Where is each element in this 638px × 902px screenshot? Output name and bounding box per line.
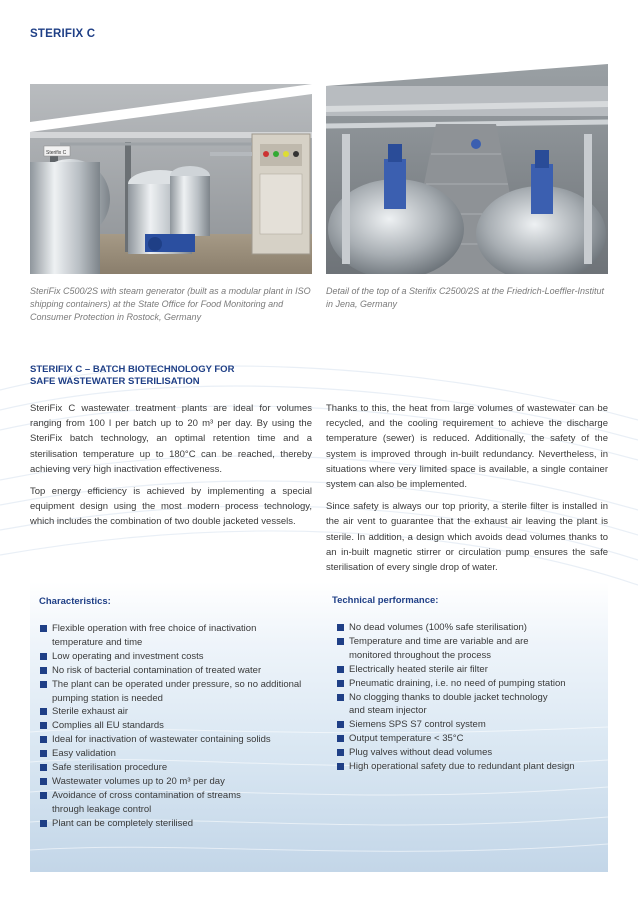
list-item: [337, 718, 597, 732]
square-bullet-icon: [337, 638, 344, 645]
square-bullet-icon: [40, 764, 47, 771]
list-item-text: Wastewater volumes up to 20 m³ per day: [52, 775, 225, 787]
list-item: [40, 747, 310, 761]
section-heading-line2: SAFE WASTEWATER STERILISATION: [30, 376, 200, 387]
list-item-text: Electrically heated sterile air filter: [349, 663, 488, 675]
list-item: [337, 746, 597, 760]
body-column-left: [30, 401, 312, 537]
list-item: [337, 621, 597, 635]
performance-heading: Technical performance:: [332, 595, 439, 606]
list-item: [337, 635, 597, 663]
list-item-text: Plant can be completely sterilised: [52, 817, 193, 829]
square-bullet-icon: [40, 736, 47, 743]
list-item-text: temperature and time: [52, 636, 143, 648]
list-item-text: Output temperature < 35°C: [349, 733, 464, 745]
list-item: [337, 663, 597, 677]
list-item-text: Complies all EU standards: [52, 720, 164, 732]
list-item-text: Ideal for inactivation of wastewater containing solids: [52, 734, 271, 746]
list-item: [40, 705, 310, 719]
body-paragraph: Since safety is always our top priority, a sterile filter is installed in the air vent to guarantee that the exhaust air leaving the plant is sterile. In addition, a design which avoids dead volumes thanks to an in-built magnetic stirrer or circulation pump ensures the safe sterilisation of every single drop of water.: [326, 501, 608, 574]
list-item-text: Sterile exhaust air: [52, 706, 129, 718]
square-bullet-icon: [40, 708, 47, 715]
list-item-text: Pneumatic draining, i.e. no need of pumping station: [349, 677, 566, 689]
list-item-text: Flexible operation with free choice of inactivation: [52, 623, 257, 634]
list-item: [40, 719, 310, 733]
square-bullet-icon: [40, 653, 47, 660]
section-heading: [30, 364, 290, 388]
list-item: [40, 622, 310, 650]
square-bullet-icon: [337, 624, 344, 631]
body-paragraph: SteriFix C wastewater treatment plants are ideal for volumes ranging from 100 l per batch up to 20 m³ per day. By using the SteriFix batch technology, an optimal retention time and a sterilisation temperature up to 180°C can be reached, thereby achieving very high inactivation effectiveness.: [30, 403, 312, 475]
caption-right: Detail of the top of a Sterifix C2500/2S at the Friedrich-Loeffler-Institut in Jena, Germany: [326, 286, 604, 309]
list-item-text: Safe sterilisation procedure: [52, 762, 168, 774]
list-item-text: and steam injector: [349, 705, 427, 717]
square-bullet-icon: [337, 680, 344, 687]
list-item: [40, 775, 310, 789]
list-item-text: No clogging thanks to double jacket technology: [349, 691, 548, 703]
square-bullet-icon: [40, 750, 47, 757]
list-item-text: No dead volumes (100% safe sterilisation): [349, 622, 527, 633]
characteristics-list: [40, 622, 310, 831]
square-bullet-icon: [40, 667, 47, 674]
list-item-text: Plug valves without dead volumes: [349, 747, 493, 759]
list-item: [40, 650, 310, 664]
square-bullet-icon: [40, 625, 47, 632]
square-bullet-icon: [337, 749, 344, 756]
list-item-text: No risk of bacterial contamination of treated water: [52, 664, 262, 676]
body-column-right: [326, 401, 608, 582]
performance-list: [337, 621, 597, 774]
page-title: STERIFIX C: [30, 28, 96, 40]
section-heading-line1: STERIFIX C – BATCH BIOTECHNOLOGY FOR: [30, 364, 235, 375]
body-paragraph: Top energy efficiency is achieved by implementing a special equipment design using the most modern process technology, which includes the combination of two double jacketed vessels.: [30, 486, 312, 528]
list-item-text: through leakage control: [52, 803, 152, 815]
list-item: [337, 677, 597, 691]
list-item: [40, 733, 310, 747]
list-item-text: Low operating and investment costs: [52, 650, 204, 662]
square-bullet-icon: [337, 763, 344, 770]
list-item-text: The plant can be operated under pressure, so no additional: [52, 678, 302, 690]
list-item: [337, 691, 597, 719]
list-item: [40, 817, 310, 831]
list-item: [40, 789, 310, 817]
list-item-text: Temperature and time are variable and are: [349, 635, 529, 647]
equipment-sign: Sterifix C: [46, 150, 67, 156]
square-bullet-icon: [40, 681, 47, 688]
list-item-text: pumping station is needed: [52, 692, 163, 704]
body-paragraph: Thanks to this, the heat from large volumes of wastewater can be recycled, and the cooling requirement to achieve the discharge temperature (sewer) is reduced. Additionally, the safety of the system is improved through in-built redundancy. Nevertheless, in situations where very limited space is available, a single container system can also be implemented.: [326, 403, 608, 491]
list-item: [40, 664, 310, 678]
square-bullet-icon: [337, 735, 344, 742]
list-item-text: High operational safety due to redundant plant design: [349, 761, 575, 773]
square-bullet-icon: [337, 666, 344, 673]
square-bullet-icon: [40, 722, 47, 729]
list-item-text: Siemens SPS S7 control system: [349, 719, 486, 731]
caption-left: SteriFix C500/2S with steam generator (built as a modular plant in ISO shipping containers) at the State Office for Food Monitoring and Consumer Protection in Rostock, Germany: [30, 286, 311, 322]
list-item: [337, 760, 597, 774]
square-bullet-icon: [337, 721, 344, 728]
characteristics-heading: Characteristics:: [39, 596, 111, 607]
list-item: [337, 732, 597, 746]
list-item: [40, 761, 310, 775]
list-item-text: monitored throughout the process: [349, 649, 492, 661]
square-bullet-icon: [40, 778, 47, 785]
square-bullet-icon: [337, 694, 344, 701]
list-item: [40, 678, 310, 706]
square-bullet-icon: [40, 792, 47, 799]
plant-photo-right: [326, 64, 608, 274]
plant-photo-left: [30, 84, 312, 274]
square-bullet-icon: [40, 820, 47, 827]
list-item-text: Avoidance of cross contamination of streams: [52, 789, 241, 801]
list-item-text: Easy validation: [52, 748, 116, 760]
